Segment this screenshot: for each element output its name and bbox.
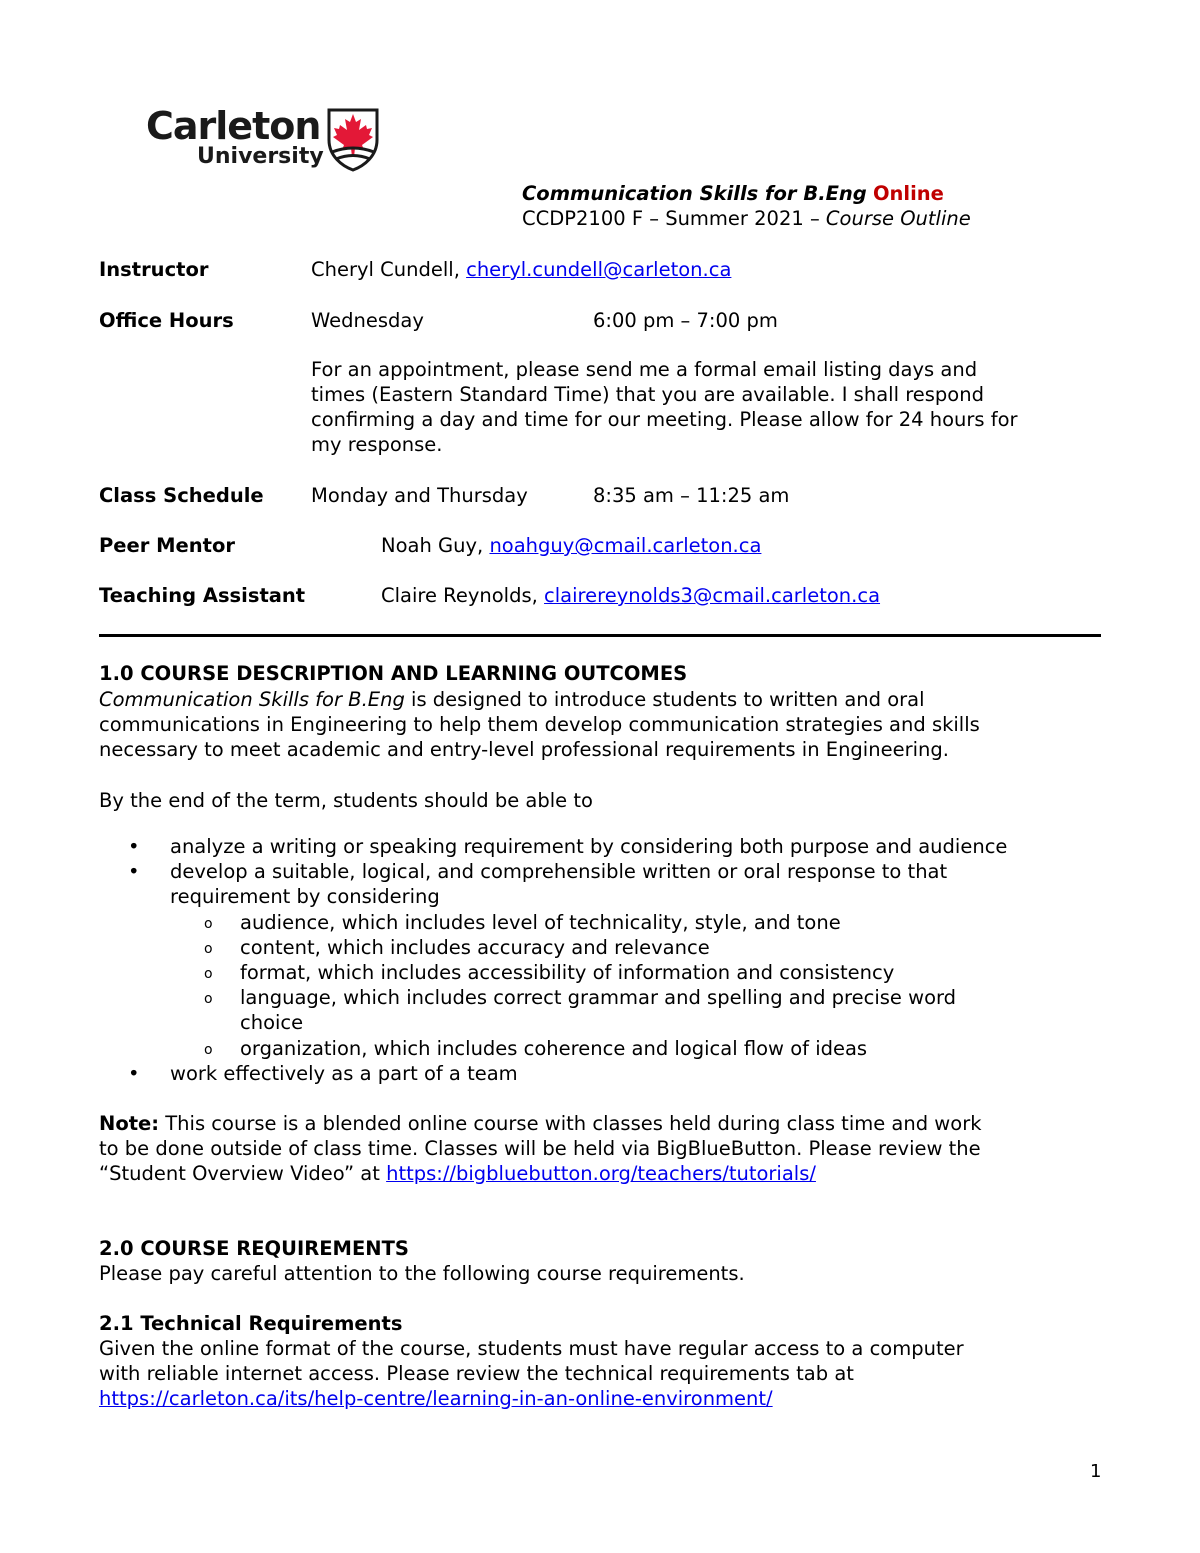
- outcome-item: analyze a writing or speaking requirement by considering both purpose and audience: [170, 835, 1008, 858]
- section1-desc-line: [99, 688, 925, 711]
- section1-heading: 1.0 COURSE DESCRIPTION AND LEARNING OUTCOMES: [99, 662, 688, 685]
- bullet-icon: •: [128, 860, 140, 883]
- peer-mentor-value: [381, 534, 761, 557]
- instructor-value: [311, 258, 731, 281]
- course-title-online: Online: [872, 182, 944, 205]
- class-schedule-days: Monday and Thursday: [311, 484, 528, 507]
- sub-outcome-item: audience, which includes level of technicality, style, and tone: [240, 911, 841, 934]
- section2-1-heading: 2.1 Technical Requirements: [99, 1312, 403, 1335]
- note-label: Note:: [99, 1112, 160, 1135]
- office-hours-day: Wednesday: [311, 309, 424, 332]
- outcome-item: work effectively as a part of a team: [170, 1062, 518, 1085]
- course-name-italic: Communication Skills for B.Eng: [99, 688, 405, 711]
- maple-leaf-shield-icon: [326, 108, 380, 172]
- bullet-icon: •: [128, 1062, 140, 1085]
- instructor-label: Instructor: [99, 258, 209, 281]
- peer-mentor-name: Noah Guy,: [381, 534, 490, 557]
- peer-mentor-label: Peer Mentor: [99, 534, 235, 557]
- sub-bullet-icon: o: [204, 991, 213, 1007]
- course-title: [522, 182, 944, 205]
- divider: [99, 634, 1101, 637]
- sub-outcome-item: language, which includes correct grammar and spelling and precise word: [240, 986, 957, 1009]
- section2-heading: 2.0 COURSE REQUIREMENTS: [99, 1237, 409, 1260]
- ta-label: Teaching Assistant: [99, 584, 306, 607]
- sub-bullet-icon: o: [204, 966, 213, 982]
- bullet-icon: •: [128, 835, 140, 858]
- sub-bullet-icon: o: [204, 941, 213, 957]
- office-hours-time: 6:00 pm – 7:00 pm: [593, 309, 778, 332]
- section2-intro: Please pay careful attention to the following course requirements.: [99, 1262, 745, 1285]
- section1-desc-line: communications in Engineering to help them develop communication strategies and skills: [99, 713, 980, 736]
- note-line: [99, 1162, 816, 1185]
- note-line: to be done outside of class time. Classes will be held via BigBlueButton. Please review the: [99, 1137, 981, 1160]
- logo-wordmark: Carleton: [146, 104, 321, 148]
- sub-bullet-icon: o: [204, 1042, 213, 1058]
- course-outline-label: Course Outline: [825, 207, 971, 230]
- note-text: This course is a blended online course with classes held during class time and work: [159, 1112, 982, 1135]
- carleton-help-link[interactable]: https://carleton.ca/its/help-centre/learning-in-an-online-environment/: [99, 1387, 773, 1410]
- page-number: 1: [1090, 1461, 1102, 1482]
- tech-req-line: with reliable internet access. Please review the technical requirements tab at: [99, 1362, 854, 1385]
- sub-outcome-item-cont: choice: [240, 1011, 304, 1034]
- outcome-item: develop a suitable, logical, and comprehensible written or oral response to that: [170, 860, 948, 883]
- class-schedule-label: Class Schedule: [99, 484, 264, 507]
- peer-mentor-email-link[interactable]: noahguy@cmail.carleton.ca: [489, 534, 762, 557]
- office-note-line: times (Eastern Standard Time) that you are available. I shall respond: [311, 383, 984, 406]
- note-line: [99, 1112, 982, 1135]
- outcomes-intro: By the end of the term, students should be able to: [99, 789, 593, 812]
- instructor-email-link[interactable]: cheryl.cundell@carleton.ca: [466, 258, 732, 281]
- section1-desc-line: necessary to meet academic and entry-level professional requirements in Engineering.: [99, 738, 949, 761]
- course-code: CCDP2100 F – Summer 2021 –: [522, 207, 826, 230]
- course-subtitle: [522, 207, 971, 230]
- tech-req-line: Given the online format of the course, students must have regular access to a computer: [99, 1337, 964, 1360]
- sub-bullet-icon: o: [204, 916, 213, 932]
- logo-subtext: University: [197, 144, 324, 169]
- office-note-line: confirming a day and time for our meeting. Please allow for 24 hours for: [311, 408, 1018, 431]
- instructor-name: Cheryl Cundell,: [311, 258, 467, 281]
- office-hours-label: Office Hours: [99, 309, 234, 332]
- course-title-name: Communication Skills for B.Eng: [522, 182, 867, 205]
- class-schedule-time: 8:35 am – 11:25 am: [593, 484, 790, 507]
- outcome-item-cont: requirement by considering: [170, 885, 440, 908]
- office-note-line: my response.: [311, 433, 443, 456]
- desc-text: is designed to introduce students to written and oral: [404, 688, 925, 711]
- sub-outcome-item: content, which includes accuracy and relevance: [240, 936, 710, 959]
- office-note-line: For an appointment, please send me a formal email listing days and: [311, 358, 978, 381]
- sub-outcome-item: format, which includes accessibility of information and consistency: [240, 961, 895, 984]
- ta-email-link[interactable]: clairereynolds3@cmail.carleton.ca: [544, 584, 881, 607]
- bigbluebutton-link[interactable]: https://bigbluebutton.org/teachers/tutorials/: [386, 1162, 816, 1185]
- note-text: “Student Overview Video” at: [99, 1162, 387, 1185]
- sub-outcome-item: organization, which includes coherence and logical flow of ideas: [240, 1037, 868, 1060]
- ta-value: [381, 584, 880, 607]
- ta-name: Claire Reynolds,: [381, 584, 545, 607]
